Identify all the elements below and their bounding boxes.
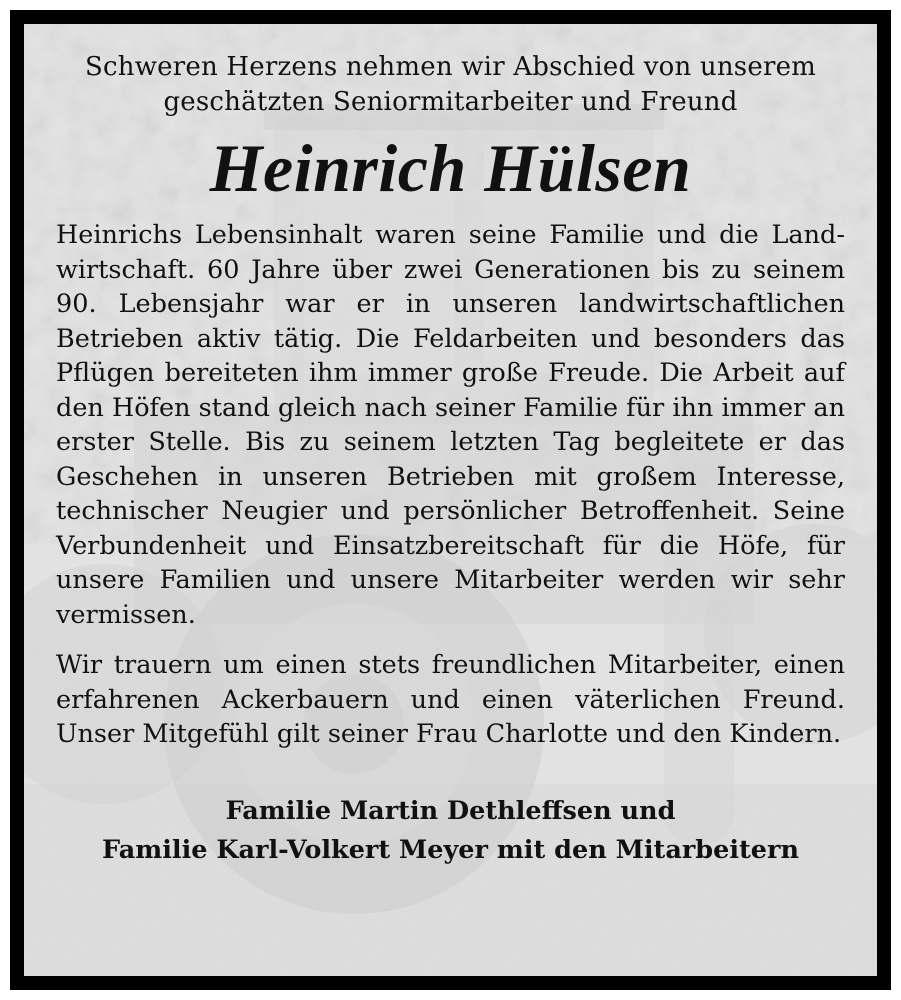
signature-line-1: Familie Martin Dethleffsen und <box>225 795 676 826</box>
intro-line-2: geschätzten Seniormitarbeiter und Freund <box>163 87 738 117</box>
intro-line-1: Schweren Herzens nehmen wir Abschied von unserem <box>84 52 817 82</box>
notice-border <box>10 10 891 990</box>
intro-text <box>56 50 845 120</box>
deceased-name: Heinrich Hülsen <box>209 130 692 206</box>
notice-panel <box>24 24 877 976</box>
notice-content <box>56 24 845 870</box>
condolence-paragraph: Wir trauern um einen stets freundlichen Mitarbeiter, einen erfahrenen Ackerbauern und einen väterlichen Freund. Unser Mitgefühl gilt seiner Frau Charlotte und den Kindern. <box>56 650 845 749</box>
tribute-paragraph: Heinrichs Lebensinhalt waren seine Familie und die Landwirtschaft. 60 Jahre über zwei Generationen bis zu seinem 90. Lebensjahr war er in unseren landwirtschaftlichen Betrieben aktiv tätig. Die Feldarbeiten und besonders das Pflügen bereiteten ihm immer große Freude. Die Arbeit auf den Höfen stand gleich nach seiner Familie für ihn immer an erster Stelle. Bis zu seinem letzten Tag begleitete er das Geschehen in unseren Betrieben mit großem Interesse, technischer Neugier und persönlicher Betroffenheit. Seine Verbundenheit und Einsatzbereitschaft für die Höfe, für unsere Familien und unsere Mitarbeiter werden wir sehr vermissen. <box>56 220 845 630</box>
signature-block <box>56 792 845 870</box>
signature-line-2: Familie Karl-Volkert Meyer mit den Mitarbeitern <box>101 834 799 865</box>
